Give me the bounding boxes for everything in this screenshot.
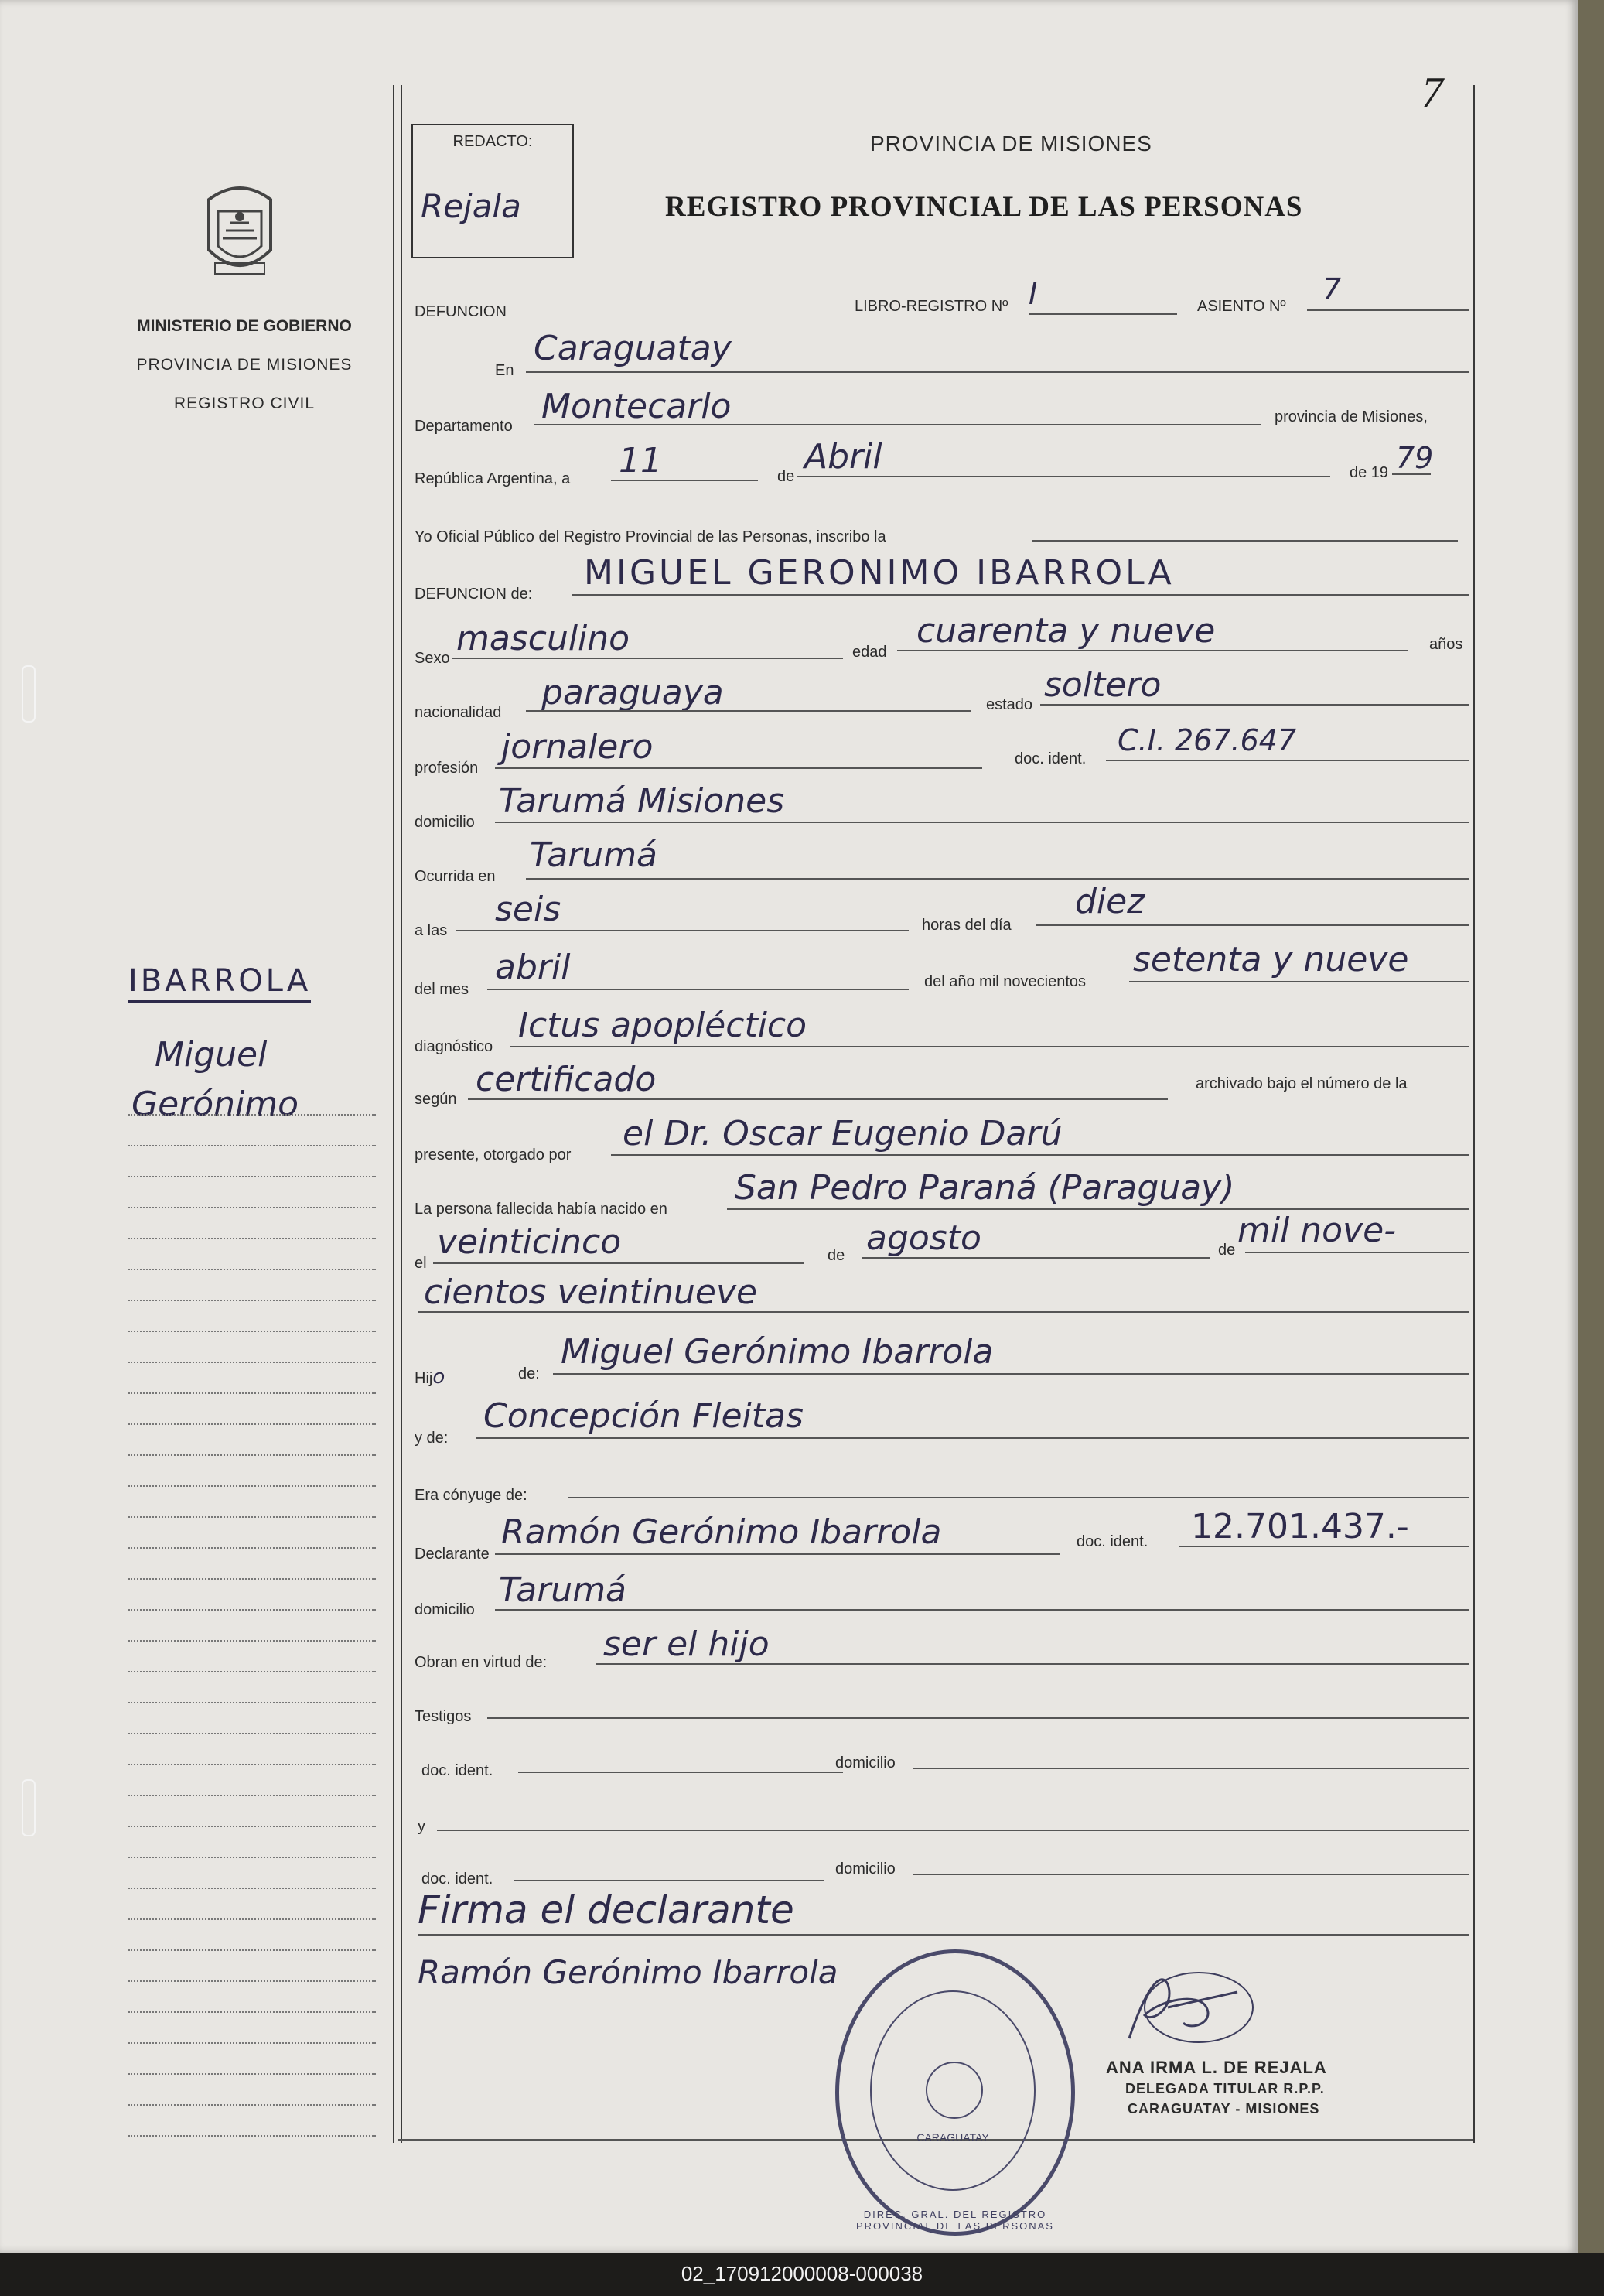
asiento-value: 7: [1322, 272, 1342, 306]
form-line: [495, 1553, 1060, 1555]
doc-ident-1-label: doc. ident.: [421, 1762, 493, 1779]
form-line: [487, 989, 909, 990]
margin-dotted-line: [128, 1207, 376, 1208]
margin-dotted-line: [128, 1888, 376, 1889]
diagnostico-label: diagnóstico: [415, 1038, 493, 1055]
margin-dotted-line: [128, 1918, 376, 1920]
de-19-label: de 19: [1350, 464, 1389, 481]
form-line: [1040, 704, 1469, 706]
oficial-text: Yo Oficial Público del Registro Provincial de las Personas, inscribo la: [415, 528, 886, 545]
form-line: [1179, 1546, 1469, 1547]
form-line: [1036, 924, 1469, 926]
registry-seal: [835, 1949, 1075, 2236]
y-label: y: [418, 1818, 425, 1835]
edad-value: cuarenta y nueve: [916, 611, 1216, 651]
margin-dotted-line: [128, 1269, 376, 1270]
presente-value: el Dr. Oscar Eugenio Darú: [623, 1114, 1063, 1153]
declarante-value: Ramón Gerónimo Ibarrola: [501, 1512, 942, 1552]
margin-dotted-line: [128, 1392, 376, 1394]
segun-label: según: [415, 1091, 457, 1108]
form-line: [611, 480, 758, 481]
hijo-label: [415, 1365, 445, 1389]
seal-inner-ring: [870, 1990, 1036, 2191]
binding-stitch: [22, 665, 36, 723]
form-line: [553, 1373, 1469, 1375]
hijo-suffix: o: [432, 1365, 445, 1389]
stamp-name: ANA IRMA L. DE REJALA: [1106, 2058, 1327, 2077]
libro-label: LIBRO-REGISTRO Nº: [855, 298, 1008, 315]
birth-year-value-1: mil nove-: [1237, 1211, 1397, 1250]
margin-dotted-line: [128, 1795, 376, 1796]
birth-year-value-2: cientos veintinueve: [424, 1273, 758, 1312]
margin-dotted-line: [128, 1547, 376, 1549]
anio-label: del año mil novecientos: [924, 973, 1087, 990]
year-value: 79: [1396, 441, 1434, 475]
form-line: [437, 1830, 1469, 1831]
official-signature: [1114, 1961, 1261, 2054]
margin-dotted-line: [128, 1702, 376, 1703]
a-las-label: a las: [415, 922, 448, 939]
republica-label: República Argentina, a: [415, 470, 571, 487]
del-mes-label: del mes: [415, 981, 469, 998]
form-line: [1307, 309, 1469, 311]
seal-inner-text: CARAGUATAY: [916, 2131, 989, 2144]
y-de-label: y de:: [415, 1430, 449, 1447]
domicilio-2-label: domicilio: [835, 1860, 896, 1877]
form-line: [572, 594, 1469, 596]
defuncion-de-label: DEFUNCION de:: [415, 586, 533, 603]
margin-dotted-line: [128, 1578, 376, 1580]
departamento-value: Montecarlo: [541, 387, 732, 426]
margin-dotted-line: [128, 2011, 376, 2013]
form-line: [1106, 760, 1469, 761]
margin-dotted-line: [128, 2104, 376, 2106]
form-line: [534, 424, 1261, 425]
deceased-name: MIGUEL GERONIMO IBARROLA: [584, 553, 1175, 593]
segun-value: certificado: [476, 1060, 657, 1099]
form-line: [495, 1609, 1469, 1611]
decl-domicilio-label: domicilio: [415, 1601, 475, 1618]
birth-month-value: agosto: [866, 1218, 981, 1258]
redacto-label: REDACTO:: [452, 133, 533, 150]
conyuge-label: Era cónyuge de:: [415, 1487, 527, 1504]
stamp-role: DELEGADA TITULAR R.P.P.: [1125, 2081, 1325, 2096]
margin-dotted-line: [128, 1857, 376, 1858]
form-line: [596, 1663, 1469, 1665]
declarante-doc-value: 12.701.437.-: [1191, 1507, 1409, 1546]
margin-dotted-line: [128, 1454, 376, 1456]
margin-given-name-2: Gerónimo: [131, 1085, 299, 1124]
margin-divider: [401, 85, 402, 2143]
margin-dotted-line: [128, 1764, 376, 1765]
form-line: [797, 476, 1330, 477]
defuncion-label: DEFUNCION: [415, 303, 507, 320]
redacto-box: [411, 124, 574, 258]
doc-ident-label: doc. ident.: [1015, 750, 1087, 767]
testigos-label: Testigos: [415, 1708, 472, 1725]
declarante-label: Declarante: [415, 1546, 490, 1563]
form-line: [862, 1257, 1210, 1259]
form-line: [452, 658, 843, 659]
header-province: PROVINCIA DE MISIONES: [870, 132, 1152, 155]
declarante-doc-label: doc. ident.: [1077, 1533, 1148, 1550]
anos-label: años: [1429, 636, 1463, 653]
form-line: [418, 1934, 1469, 1936]
margin-surname: IBARROLA: [128, 963, 311, 1003]
diagnostico-value: Ictus apopléctico: [518, 1006, 807, 1045]
form-line: [1392, 473, 1431, 475]
father-value: Miguel Gerónimo Ibarrola: [561, 1332, 994, 1372]
de-label: de: [777, 468, 795, 485]
form-line: [495, 822, 1469, 823]
a-las-value: seis: [495, 890, 561, 929]
margin-dotted-line: [128, 1516, 376, 1518]
form-line: [1032, 540, 1458, 542]
margin-dotted-line: [128, 1980, 376, 1982]
form-line: [433, 1262, 804, 1264]
header-title: REGISTRO PROVINCIAL DE LAS PERSONAS: [665, 191, 1303, 223]
firma-text: Firma el declarante: [418, 1888, 794, 1932]
estado-label: estado: [986, 696, 1033, 713]
presente-label: presente, otorgado por: [415, 1146, 572, 1163]
de-mes-label: de: [828, 1247, 845, 1264]
margin-dotted-line: [128, 1485, 376, 1487]
margin-divider: [393, 85, 394, 2143]
margin-dotted-line: [128, 1671, 376, 1672]
form-line: [568, 1497, 1469, 1498]
form-line: [611, 1154, 1469, 1156]
provincia-suffix: provincia de Misiones,: [1275, 408, 1428, 425]
domicilio-value: Tarumá Misiones: [499, 781, 785, 821]
form-line: [518, 1772, 843, 1773]
form-line: [487, 1717, 1469, 1719]
form-line: [495, 767, 982, 769]
binding-stitch: [22, 1779, 36, 1836]
horas-label: horas del día: [922, 917, 1012, 934]
anio-value: setenta y nueve: [1133, 940, 1409, 979]
ocurrida-label: Ocurrida en: [415, 868, 496, 885]
form-line: [526, 878, 1469, 880]
margin-given-name-1: Miguel: [155, 1035, 268, 1075]
margin-dotted-line: [128, 1145, 376, 1146]
asiento-label: ASIENTO Nº: [1197, 298, 1286, 315]
margin-dotted-line: [128, 1238, 376, 1239]
nacionalidad-value: paraguaya: [541, 673, 724, 712]
estado-value: soltero: [1044, 665, 1162, 705]
registry-label: REGISTRO CIVIL: [173, 395, 316, 412]
book-binding-edge: [1578, 0, 1604, 2253]
margin-dotted-line: [128, 1423, 376, 1425]
margin-dotted-line: [128, 1176, 376, 1177]
image-caption: 02_170912000008-000038: [681, 2262, 923, 2285]
form-line: [913, 1768, 1469, 1769]
nacido-value: San Pedro Paraná (Paraguay): [735, 1168, 1235, 1208]
margin-dotted-line: [128, 1362, 376, 1363]
page-number: 7: [1421, 69, 1443, 117]
mes-value: abril: [495, 948, 571, 987]
form-line: [526, 371, 1469, 373]
departamento-label: Departamento: [415, 418, 513, 435]
stamp-place: CARAGUATAY - MISIONES: [1128, 2101, 1320, 2117]
obran-value: ser el hijo: [603, 1625, 770, 1664]
redacto-value: Rejala: [421, 187, 521, 225]
margin-dotted-line: [128, 1300, 376, 1301]
sexo-label: Sexo: [415, 650, 450, 667]
margin-dotted-line: [128, 2135, 376, 2137]
en-value: Caraguatay: [534, 329, 732, 368]
day-value: 11: [619, 441, 662, 480]
hijo-text: Hij: [415, 1370, 433, 1387]
margin-dotted-line: [128, 1733, 376, 1734]
ministry-label: MINISTERIO DE GOBIERNO: [137, 317, 352, 335]
archivado-label: archivado bajo el número de la: [1196, 1075, 1408, 1092]
nacionalidad-label: nacionalidad: [415, 704, 502, 721]
sexo-value: masculino: [456, 619, 630, 658]
mother-value: Concepción Fleitas: [483, 1396, 804, 1436]
province-label: PROVINCIA DE MISIONES: [136, 356, 353, 374]
edad-label: edad: [852, 644, 887, 661]
province-emblem: [193, 176, 286, 285]
domicilio-label: domicilio: [415, 814, 475, 831]
margin-dotted-line: [128, 1609, 376, 1611]
margin-dotted-line: [128, 2073, 376, 2075]
margin-dotted-line: [128, 1640, 376, 1642]
seal-emblem: [926, 2062, 983, 2119]
birth-day-value: veinticinco: [437, 1222, 622, 1262]
obran-label: Obran en virtud de:: [415, 1654, 548, 1671]
doc-ident-2-label: doc. ident.: [421, 1871, 493, 1888]
form-line: [897, 650, 1408, 651]
form-line: [456, 930, 909, 931]
form-line: [727, 1208, 1469, 1210]
seal-outer-text: DIREC. GRAL. DEL REGISTRO PROVINCIAL DE LAS PERSONAS: [856, 2209, 1054, 2232]
form-line: [1129, 981, 1469, 982]
form-line: [514, 1880, 824, 1881]
de-anio-label: de: [1218, 1242, 1236, 1259]
ocurrida-value: Tarumá: [530, 835, 658, 875]
margin-dotted-line: [128, 1331, 376, 1332]
profesion-value: jornalero: [501, 727, 654, 767]
form-line: [510, 1046, 1469, 1047]
doc-ident-value: C.I. 267.647: [1118, 723, 1297, 757]
libro-value: I: [1029, 277, 1038, 311]
month-value: Abril: [804, 437, 882, 477]
margin-dotted-line: [128, 1826, 376, 1827]
form-line: [526, 710, 971, 712]
margin-dotted-line: [128, 1949, 376, 1951]
form-line: [468, 1098, 1168, 1100]
en-label: En: [495, 362, 514, 379]
decl-domicilio-value: Tarumá: [499, 1570, 627, 1610]
hijo-de-label: de:: [518, 1365, 540, 1382]
form-line: [476, 1437, 1469, 1439]
nacido-label: La persona fallecida había nacido en: [415, 1201, 667, 1218]
margin-dotted-line: [128, 1114, 376, 1116]
el-label: el: [415, 1255, 427, 1272]
form-line: [1245, 1252, 1469, 1253]
domicilio-1-label: domicilio: [835, 1754, 896, 1772]
margin-dotted-line: [128, 2042, 376, 2044]
form-line: [418, 1311, 1469, 1313]
right-border: [1473, 85, 1475, 2143]
profesion-label: profesión: [415, 760, 479, 777]
declarant-signature: Ramón Gerónimo Ibarrola: [418, 1953, 838, 1991]
dia-value: diez: [1075, 882, 1145, 921]
form-line: [1029, 313, 1177, 315]
form-line: [913, 1874, 1469, 1875]
